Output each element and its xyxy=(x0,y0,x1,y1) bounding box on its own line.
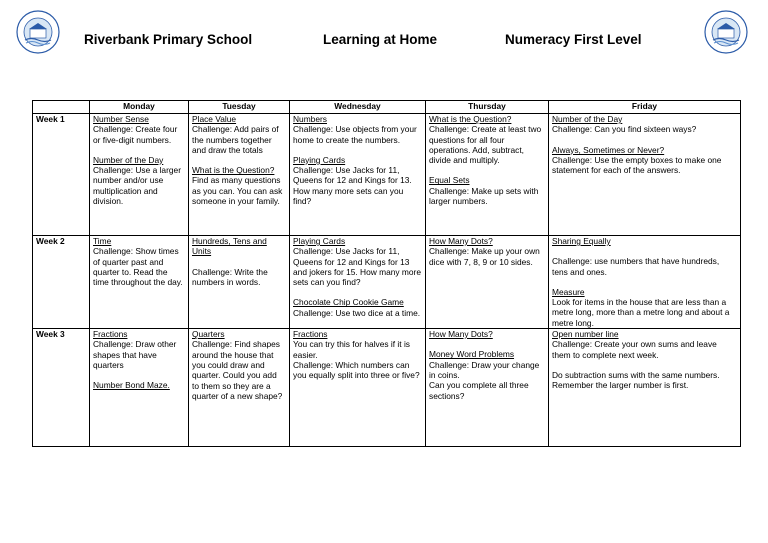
cell-tuesday xyxy=(189,329,290,447)
activity-text: Challenge: use numbers that have hundreds, tens and ones. xyxy=(552,256,720,277)
activity-title: Hundreds, Tens and Units xyxy=(192,236,267,257)
cell-friday xyxy=(549,329,741,447)
activity-title: Playing Cards xyxy=(293,236,346,246)
column-header-monday: Monday xyxy=(90,101,189,114)
activity-text: Challenge: Find shapes around the house that you could draw and quarter. Could you add to them so they are a quarter of a new shape? xyxy=(192,339,283,401)
activity-title: What is the Question? xyxy=(192,165,275,176)
cell-wednesday xyxy=(290,114,426,236)
activity-text: Can you complete all three sections? xyxy=(429,380,529,401)
school-name: Riverbank Primary School xyxy=(84,32,253,47)
level-title: Numeracy First Level xyxy=(505,32,642,47)
activity-title: Quarters xyxy=(192,329,225,340)
week-label: Week 3 xyxy=(33,329,90,447)
cell-thursday xyxy=(426,114,549,236)
activity-title: Fractions xyxy=(93,329,128,340)
table-row xyxy=(33,114,741,236)
activity-text: Challenge: Use Jacks for 11, Queens for 12 and Kings for 13. How many more sets can you find? xyxy=(293,165,412,207)
activity-text: Challenge: Use the empty boxes to make one statement for each of the answers. xyxy=(552,154,722,176)
activity-title: Fractions xyxy=(293,329,328,340)
activity-title: How Many Dots? xyxy=(429,236,493,246)
activity-text: Challenge: Make up your own dice with 7, 8, 9 or 10 sides. xyxy=(429,246,540,267)
activity-text: Challenge: Create at least two questions for all four operations. Add, subtract, divide and multiply. xyxy=(429,124,542,166)
school-crest-icon xyxy=(16,10,60,54)
activity-text: Challenge: Create your own sums and leave them to complete next week. xyxy=(552,339,717,360)
column-header xyxy=(33,101,90,114)
week-label: Week 2 xyxy=(33,236,90,329)
cell-wednesday xyxy=(290,329,426,447)
cell-monday xyxy=(90,236,189,329)
cell-thursday xyxy=(426,236,549,329)
activity-text: You can try this for halves if it is easier. xyxy=(293,339,410,360)
activity-title: Playing Cards xyxy=(293,154,346,165)
activity-title: Place Value xyxy=(192,114,237,124)
activity-title: Time xyxy=(93,236,112,246)
weekly-plan-table xyxy=(32,100,741,447)
cell-friday xyxy=(549,114,741,236)
activity-title: Number of the Day xyxy=(93,154,164,165)
cell-tuesday xyxy=(189,114,290,236)
activity-title: Equal Sets xyxy=(429,175,470,186)
activity-title: Money Word Problems xyxy=(429,349,515,360)
activity-text: Challenge: Which numbers can you equally split into three or five? xyxy=(293,359,420,381)
activity-title: Number Bond Maze. xyxy=(93,380,170,391)
cell-monday xyxy=(90,114,189,236)
activity-title: How Many Dots? xyxy=(429,329,493,340)
cell-wednesday xyxy=(290,236,426,329)
column-header-friday: Friday xyxy=(549,101,741,114)
activity-text: Find as many questions as you can. You can ask someone in your family. xyxy=(192,175,283,207)
activity-title: Open number line xyxy=(552,329,619,340)
activity-title: What is the Question? xyxy=(429,114,512,124)
activity-text: Do subtraction sums with the same numbers. Remember the larger number is first. xyxy=(552,369,720,391)
table-row xyxy=(33,329,741,447)
activity-text: Look for items in the house that are less than a metre long, more than a metre long and about a metre long. xyxy=(552,297,730,328)
cell-friday xyxy=(549,236,741,329)
activity-text: Challenge: Add pairs of the numbers together and draw the totals xyxy=(192,124,279,155)
column-header-wednesday: Wednesday xyxy=(290,101,426,114)
activity-text: Challenge: Use objects from your home to create the numbers. xyxy=(293,124,417,145)
school-crest-icon xyxy=(704,10,748,54)
column-header-tuesday: Tuesday xyxy=(189,101,290,114)
activity-title: Numbers xyxy=(293,114,327,124)
activity-text: Challenge: Draw other shapes that have quarters xyxy=(93,339,177,370)
cell-tuesday xyxy=(189,236,290,329)
activity-title: Sharing Equally xyxy=(552,236,611,246)
activity-title: Number of the Day xyxy=(552,114,623,124)
activity-text: Challenge: Use two dice at a time. xyxy=(293,307,421,318)
activity-title: Number Sense xyxy=(93,114,149,124)
activity-text: Challenge: Can you find sixteen ways? xyxy=(552,124,697,135)
table-header-row xyxy=(33,101,741,114)
cell-monday xyxy=(90,329,189,447)
column-header-thursday: Thursday xyxy=(426,101,549,114)
activity-text: Challenge: Show times of quarter past and quarter to. Read the time throughout the day. xyxy=(93,246,183,288)
activity-title: Always, Sometimes or Never? xyxy=(552,144,665,155)
activity-text: Challenge: Create four or five-digit numbers. xyxy=(93,124,178,145)
table-row xyxy=(33,236,741,329)
week-label: Week 1 xyxy=(33,114,90,236)
activity-text: Challenge: Use a larger number and/or use multiplication and division. xyxy=(93,165,181,207)
activity-text: Challenge: Draw your change in coins. xyxy=(429,359,540,380)
activity-text: Challenge: Write the numbers in words. xyxy=(192,266,268,287)
cell-thursday xyxy=(426,329,549,447)
activity-text: Challenge: Make up sets with larger numbers. xyxy=(429,185,539,207)
page-subtitle: Learning at Home xyxy=(323,32,438,47)
activity-title: Chocolate Chip Cookie Game xyxy=(293,297,404,308)
activity-text: Challenge: Use Jacks for 11, Queens for 12 and Kings for 13 and jokers for 15. How many more sets can you find? xyxy=(293,246,422,288)
activity-title: Measure xyxy=(552,286,585,297)
